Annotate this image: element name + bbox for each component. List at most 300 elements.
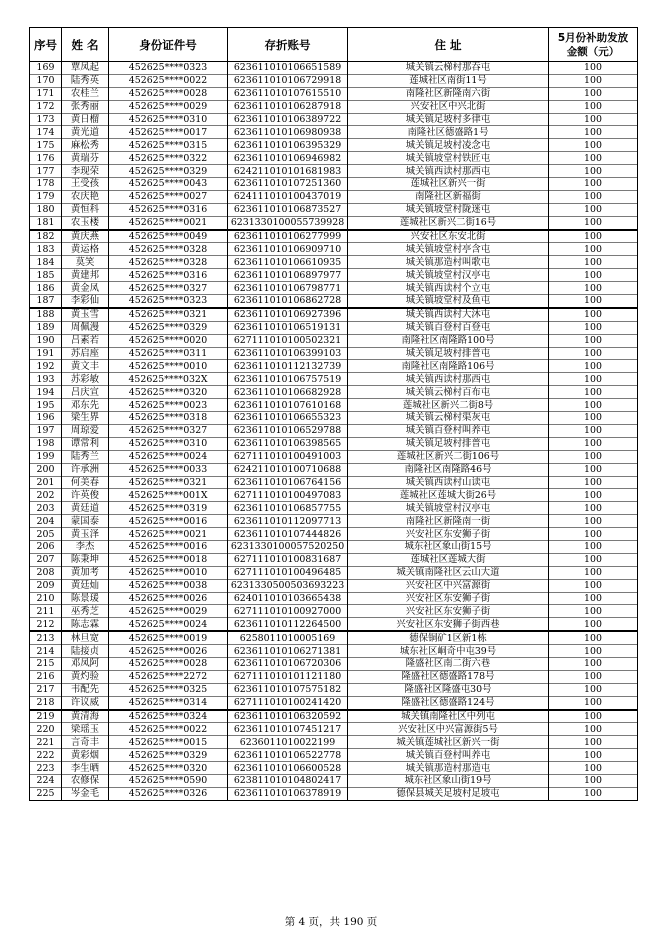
cell-seq: 187 — [30, 295, 62, 308]
table-row — [30, 373, 638, 386]
cell-id: 452625****0029 — [109, 100, 228, 113]
cell-name: 苏启座 — [62, 347, 109, 360]
cell-address: 城东社区象山街19号 — [348, 774, 549, 787]
cell-address: 莲城社区新兴二街106号 — [348, 450, 549, 463]
cell-name: 吕庆宣 — [62, 386, 109, 399]
cell-name: 农桂兰 — [62, 87, 109, 100]
table-row — [30, 386, 638, 399]
table-row — [30, 190, 638, 203]
cell-name: 邓东先 — [62, 399, 109, 412]
cell-id: 452625****0018 — [109, 553, 228, 566]
cell-address: 南隆社区南隆路46号 — [348, 463, 549, 476]
cell-name: 张秀丽 — [62, 100, 109, 113]
cell-account: 623611010106600528 — [228, 762, 348, 775]
cell-seq: 225 — [30, 787, 62, 800]
header-amount-line2: 金额（元） — [566, 45, 620, 58]
cell-amount: 100 — [549, 450, 638, 463]
cell-account: 624211010100710688 — [228, 463, 348, 476]
cell-name: 周佩漫 — [62, 321, 109, 334]
cell-account: 624011010103665438 — [228, 592, 348, 605]
cell-id: 452625****0010 — [109, 360, 228, 373]
cell-seq: 178 — [30, 178, 62, 191]
cell-seq: 217 — [30, 683, 62, 696]
table-row — [30, 269, 638, 282]
cell-id: 452625****0029 — [109, 605, 228, 618]
cell-seq: 182 — [30, 230, 62, 243]
cell-name: 林旦宽 — [62, 631, 109, 644]
cell-account: 623611010106909710 — [228, 243, 348, 256]
cell-seq: 208 — [30, 566, 62, 579]
table-row — [30, 787, 638, 800]
table-row — [30, 502, 638, 515]
cell-id: 452625****0323 — [109, 62, 228, 75]
cell-id: 452625****2272 — [109, 670, 228, 683]
cell-account: 623611010106720306 — [228, 657, 348, 670]
cell-name: 覃凤起 — [62, 62, 109, 75]
table-row — [30, 631, 638, 644]
cell-seq: 179 — [30, 190, 62, 203]
cell-address: 南隆社区南隆路100号 — [348, 334, 549, 347]
table-row — [30, 437, 638, 450]
cell-amount: 100 — [549, 553, 638, 566]
table-row — [30, 152, 638, 165]
table-row — [30, 230, 638, 243]
cell-amount: 100 — [549, 787, 638, 800]
cell-seq: 207 — [30, 553, 62, 566]
cell-id: 452625****0311 — [109, 347, 228, 360]
cell-seq: 197 — [30, 424, 62, 437]
header-amount-line1: 5月份补助发放 — [557, 31, 629, 44]
table-row — [30, 347, 638, 360]
table-row — [30, 515, 638, 528]
cell-seq: 186 — [30, 282, 62, 295]
cell-id: 452625****0328 — [109, 256, 228, 269]
cell-address: 莲城社区新兴一街 — [348, 178, 549, 191]
cell-amount: 100 — [549, 178, 638, 191]
cell-account: 623611010107615510 — [228, 87, 348, 100]
cell-id: 452625****0327 — [109, 424, 228, 437]
cell-amount: 100 — [549, 126, 638, 139]
cell-id: 452625****032X — [109, 373, 228, 386]
cell-id: 452625****0324 — [109, 710, 228, 723]
cell-amount: 100 — [549, 762, 638, 775]
cell-id: 452625****0314 — [109, 696, 228, 709]
cell-name: 许英俊 — [62, 489, 109, 502]
cell-seq: 199 — [30, 450, 62, 463]
cell-amount: 100 — [549, 515, 638, 528]
cell-amount: 100 — [549, 347, 638, 360]
cell-account: 623611010107451217 — [228, 723, 348, 736]
cell-account: 6236011010022199 — [228, 736, 348, 749]
cell-seq: 211 — [30, 605, 62, 618]
cell-id: 452625****0318 — [109, 412, 228, 425]
cell-seq: 180 — [30, 203, 62, 216]
cell-name: 农庆艳 — [62, 190, 109, 203]
cell-account: 623611010106378919 — [228, 787, 348, 800]
table-row — [30, 203, 638, 216]
cell-account: 623133050050369322​3 — [228, 579, 348, 592]
cell-seq: 204 — [30, 515, 62, 528]
cell-seq: 209 — [30, 579, 62, 592]
cell-seq: 220 — [30, 723, 62, 736]
cell-id: 452625****0320 — [109, 386, 228, 399]
cell-amount: 100 — [549, 216, 638, 229]
cell-account: 627111010100491003 — [228, 450, 348, 463]
table-row — [30, 165, 638, 178]
cell-account: 623611010107610168 — [228, 399, 348, 412]
cell-seq: 172 — [30, 100, 62, 113]
cell-id: 452625****0329 — [109, 749, 228, 762]
cell-amount: 100 — [549, 696, 638, 709]
cell-name: 陈景瑗 — [62, 592, 109, 605]
cell-name: 巫秀芝 — [62, 605, 109, 618]
cell-address: 城关镇西读村个立屯 — [348, 282, 549, 295]
cell-id: 452625****0023 — [109, 399, 228, 412]
table-row — [30, 540, 638, 553]
cell-amount: 100 — [549, 710, 638, 723]
cell-address: 城关镇西读村那西屯 — [348, 165, 549, 178]
cell-id: 452625****0038 — [109, 579, 228, 592]
cell-address: 城关镇那造村那造屯 — [348, 762, 549, 775]
cell-seq: 198 — [30, 437, 62, 450]
table-row — [30, 553, 638, 566]
cell-seq: 169 — [30, 62, 62, 75]
cell-amount: 100 — [549, 386, 638, 399]
cell-address: 城关镇南隆社区中列屯 — [348, 710, 549, 723]
table-row — [30, 334, 638, 347]
cell-id: 452625****0024 — [109, 450, 228, 463]
cell-name: 陈秉坤 — [62, 553, 109, 566]
table-row — [30, 710, 638, 723]
cell-name: 黄日榴 — [62, 113, 109, 126]
cell-name: 麻松秀 — [62, 139, 109, 152]
cell-name: 黄瑞芬 — [62, 152, 109, 165]
cell-amount: 100 — [549, 321, 638, 334]
cell-name: 黄廷道 — [62, 502, 109, 515]
cell-account: 627111010100502321 — [228, 334, 348, 347]
cell-id: 452625****0325 — [109, 683, 228, 696]
cell-amount: 100 — [549, 476, 638, 489]
table-row — [30, 736, 638, 749]
header-account: 存折账号 — [228, 28, 348, 62]
cell-amount: 100 — [549, 736, 638, 749]
cell-id: 452625****0315 — [109, 139, 228, 152]
cell-address: 南隆社区新隆南六街 — [348, 87, 549, 100]
cell-amount: 100 — [549, 528, 638, 541]
cell-address: 城关镇坡堂村汉亭屯 — [348, 269, 549, 282]
cell-address: 兴安社区东安狮子街 — [348, 605, 549, 618]
cell-amount: 100 — [549, 113, 638, 126]
cell-id: 452625****0033 — [109, 463, 228, 476]
cell-address: 城关镇云梯村百布屯 — [348, 386, 549, 399]
cell-amount: 100 — [549, 670, 638, 683]
cell-name: 李现荣 — [62, 165, 109, 178]
cell-account: 623611010106529788 — [228, 424, 348, 437]
table-row — [30, 256, 638, 269]
cell-account: 623611010106682928 — [228, 386, 348, 399]
cell-name: 黄灼验 — [62, 670, 109, 683]
cell-address: 城关镇足坡村多律屯 — [348, 113, 549, 126]
cell-address: 隆盛社区德盛路124号 — [348, 696, 549, 709]
cell-account: 623611010106610935 — [228, 256, 348, 269]
cell-amount: 100 — [549, 282, 638, 295]
table-row — [30, 87, 638, 100]
cell-id: 452625****0310 — [109, 437, 228, 450]
cell-address: 兴安社区东安狮子街 — [348, 528, 549, 541]
cell-address: 城关镇百登村叫养屯 — [348, 424, 549, 437]
cell-id: 452625****0316 — [109, 269, 228, 282]
table-row — [30, 321, 638, 334]
cell-amount: 100 — [549, 87, 638, 100]
table-row — [30, 645, 638, 658]
cell-address: 兴安社区东安北街 — [348, 230, 549, 243]
cell-seq: 196 — [30, 412, 62, 425]
table-row — [30, 476, 638, 489]
cell-id: 452625****0590 — [109, 774, 228, 787]
cell-seq: 194 — [30, 386, 62, 399]
cell-address: 城关镇坡堂村汉亭屯 — [348, 502, 549, 515]
cell-seq: 192 — [30, 360, 62, 373]
cell-id: 452625****0319 — [109, 502, 228, 515]
cell-amount: 100 — [549, 243, 638, 256]
cell-name: 黄廷灿 — [62, 579, 109, 592]
cell-name: 黄光道 — [62, 126, 109, 139]
cell-amount: 100 — [549, 657, 638, 670]
cell-id: 452625****0049 — [109, 230, 228, 243]
cell-account: 623611010106798771 — [228, 282, 348, 295]
table-row — [30, 489, 638, 502]
table-row — [30, 723, 638, 736]
cell-name: 黄清海 — [62, 710, 109, 723]
table-row — [30, 424, 638, 437]
cell-account: 623611010112132739 — [228, 360, 348, 373]
cell-id: 452625****0015 — [109, 736, 228, 749]
cell-name: 黄玉泽 — [62, 528, 109, 541]
cell-seq: 184 — [30, 256, 62, 269]
cell-account: 627111010100496485 — [228, 566, 348, 579]
header-amount — [549, 28, 638, 62]
cell-id: 452625****0326 — [109, 787, 228, 800]
cell-address: 城关镇莲城社区新兴一街 — [348, 736, 549, 749]
cell-name: 陆秀英 — [62, 74, 109, 87]
table-row — [30, 412, 638, 425]
cell-id: 452625****0022 — [109, 723, 228, 736]
cell-address: 城关镇西读村大沐屯 — [348, 308, 549, 321]
cell-seq: 177 — [30, 165, 62, 178]
table-row — [30, 62, 638, 75]
cell-name: 许承洲 — [62, 463, 109, 476]
cell-name: 黄彩烟 — [62, 749, 109, 762]
cell-amount: 100 — [549, 230, 638, 243]
cell-address: 城关镇西读村那西屯 — [348, 373, 549, 386]
cell-id: 452625****0016 — [109, 540, 228, 553]
cell-seq: 214 — [30, 645, 62, 658]
cell-id: 452625****0017 — [109, 126, 228, 139]
cell-address: 城关镇足坡村排普屯 — [348, 437, 549, 450]
cell-seq: 191 — [30, 347, 62, 360]
cell-amount: 100 — [549, 62, 638, 75]
cell-account: 627111010100497083 — [228, 489, 348, 502]
cell-name: 言奇丰 — [62, 736, 109, 749]
cell-name: 谭常利 — [62, 437, 109, 450]
cell-address: 城关镇西读村山读屯 — [348, 476, 549, 489]
cell-id: 452625****0329 — [109, 321, 228, 334]
cell-amount: 100 — [549, 566, 638, 579]
cell-account: 623611010112264500 — [228, 618, 348, 631]
table-row — [30, 126, 638, 139]
cell-address: 南隆社区新隆南一街 — [348, 515, 549, 528]
cell-seq: 200 — [30, 463, 62, 476]
cell-account: 623611010106389722 — [228, 113, 348, 126]
cell-seq: 212 — [30, 618, 62, 631]
cell-account: 627111010101121180 — [228, 670, 348, 683]
table-row — [30, 178, 638, 191]
cell-address: 莲城社区新兴二街8号 — [348, 399, 549, 412]
table-row — [30, 618, 638, 631]
cell-name: 农玉楼 — [62, 216, 109, 229]
cell-amount: 100 — [549, 256, 638, 269]
cell-account: 623611010106729918 — [228, 74, 348, 87]
cell-seq: 171 — [30, 87, 62, 100]
cell-amount: 100 — [549, 631, 638, 644]
cell-id: 452625****0322 — [109, 152, 228, 165]
cell-account: 623611010107575182 — [228, 683, 348, 696]
cell-address: 城关镇足坡村排普屯 — [348, 347, 549, 360]
cell-id: 452625****0328 — [109, 243, 228, 256]
table-row — [30, 139, 638, 152]
cell-name: 梁瑶玉 — [62, 723, 109, 736]
cell-id: 452625****0026 — [109, 592, 228, 605]
cell-account: 623611010106980938 — [228, 126, 348, 139]
table-row — [30, 100, 638, 113]
cell-address: 城关镇坡堂村亭含屯 — [348, 243, 549, 256]
cell-seq: 203 — [30, 502, 62, 515]
cell-seq: 175 — [30, 139, 62, 152]
cell-seq: 176 — [30, 152, 62, 165]
cell-name: 韦配先 — [62, 683, 109, 696]
cell-account: 623611010106522778 — [228, 749, 348, 762]
cell-id: 452625****0323 — [109, 295, 228, 308]
table-row — [30, 657, 638, 670]
cell-account: 623611010106519131 — [228, 321, 348, 334]
cell-seq: 206 — [30, 540, 62, 553]
cell-seq: 173 — [30, 113, 62, 126]
cell-name: 黄建邦 — [62, 269, 109, 282]
table-row — [30, 295, 638, 308]
table-row — [30, 605, 638, 618]
cell-account: 623611010106927396 — [228, 308, 348, 321]
table-row — [30, 774, 638, 787]
cell-address: 城关镇南隆社区云山大道 — [348, 566, 549, 579]
table-row — [30, 308, 638, 321]
cell-seq: 218 — [30, 696, 62, 709]
cell-address: 隆盛社区南二街六巷 — [348, 657, 549, 670]
table-row — [30, 528, 638, 541]
cell-account: 623611010106395329 — [228, 139, 348, 152]
cell-id: 452625****0043 — [109, 178, 228, 191]
cell-address: 德保铜矿1区新1栋 — [348, 631, 549, 644]
cell-address: 莲城社区莲城大街 — [348, 553, 549, 566]
header-seq: 序号 — [30, 28, 62, 62]
cell-name: 吕素若 — [62, 334, 109, 347]
cell-amount: 100 — [549, 334, 638, 347]
cell-name: 李彩仙 — [62, 295, 109, 308]
cell-amount: 100 — [549, 399, 638, 412]
table-row — [30, 579, 638, 592]
cell-account: 623611010106271381 — [228, 645, 348, 658]
cell-amount: 100 — [549, 723, 638, 736]
cell-amount: 100 — [549, 190, 638, 203]
cell-name: 何美春 — [62, 476, 109, 489]
cell-address: 城关镇坡堂村陇迷屯 — [348, 203, 549, 216]
cell-seq: 189 — [30, 321, 62, 334]
cell-seq: 170 — [30, 74, 62, 87]
table-row — [30, 216, 638, 229]
cell-account: 623611010106651589 — [228, 62, 348, 75]
cell-seq: 195 — [30, 399, 62, 412]
cell-name: 莫笑 — [62, 256, 109, 269]
cell-seq: 183 — [30, 243, 62, 256]
cell-amount: 100 — [549, 269, 638, 282]
cell-account: 623611010106320592 — [228, 710, 348, 723]
cell-id: 452625****0327 — [109, 282, 228, 295]
cell-seq: 181 — [30, 216, 62, 229]
cell-id: 452625****0021 — [109, 528, 228, 541]
cell-account: 623611010106897977 — [228, 269, 348, 282]
cell-account: 623133010005573992​8 — [228, 216, 348, 229]
cell-amount: 100 — [549, 203, 638, 216]
cell-account: 623811010104802417 — [228, 774, 348, 787]
cell-name: 蒙国泰 — [62, 515, 109, 528]
cell-id: 452625****0320 — [109, 762, 228, 775]
cell-name: 黄玉雪 — [62, 308, 109, 321]
cell-address: 城关镇那造村叫歌屯 — [348, 256, 549, 269]
table-row — [30, 749, 638, 762]
cell-account: 623611010106862728 — [228, 295, 348, 308]
cell-name: 黄运格 — [62, 243, 109, 256]
cell-seq: 201 — [30, 476, 62, 489]
cell-seq: 210 — [30, 592, 62, 605]
cell-seq: 190 — [30, 334, 62, 347]
table-row — [30, 463, 638, 476]
cell-name: 李杰 — [62, 540, 109, 553]
cell-account: 627111010100927000 — [228, 605, 348, 618]
cell-id: 452625****0321 — [109, 476, 228, 489]
cell-seq: 205 — [30, 528, 62, 541]
cell-amount: 100 — [549, 592, 638, 605]
cell-amount: 100 — [549, 540, 638, 553]
cell-account: 627111010100831687 — [228, 553, 348, 566]
cell-id: 452625****0316 — [109, 203, 228, 216]
table-row — [30, 683, 638, 696]
cell-seq: 202 — [30, 489, 62, 502]
cell-id: 452625****0019 — [109, 631, 228, 644]
cell-account: 624111010100437019 — [228, 190, 348, 203]
cell-amount: 100 — [549, 165, 638, 178]
cell-address: 城关镇云梯村渠灰屯 — [348, 412, 549, 425]
cell-address: 南隆社区南隆路106号 — [348, 360, 549, 373]
cell-amount: 100 — [549, 579, 638, 592]
cell-id: 452625****0028 — [109, 87, 228, 100]
cell-name: 陆秀兰 — [62, 450, 109, 463]
cell-amount: 100 — [549, 424, 638, 437]
table-row — [30, 360, 638, 373]
header-name: 姓 名 — [62, 28, 109, 62]
cell-id: 452625****0021 — [109, 216, 228, 229]
cell-account: 623611010107251360 — [228, 178, 348, 191]
cell-seq: 215 — [30, 657, 62, 670]
header-id: 身份证件号 — [109, 28, 228, 62]
